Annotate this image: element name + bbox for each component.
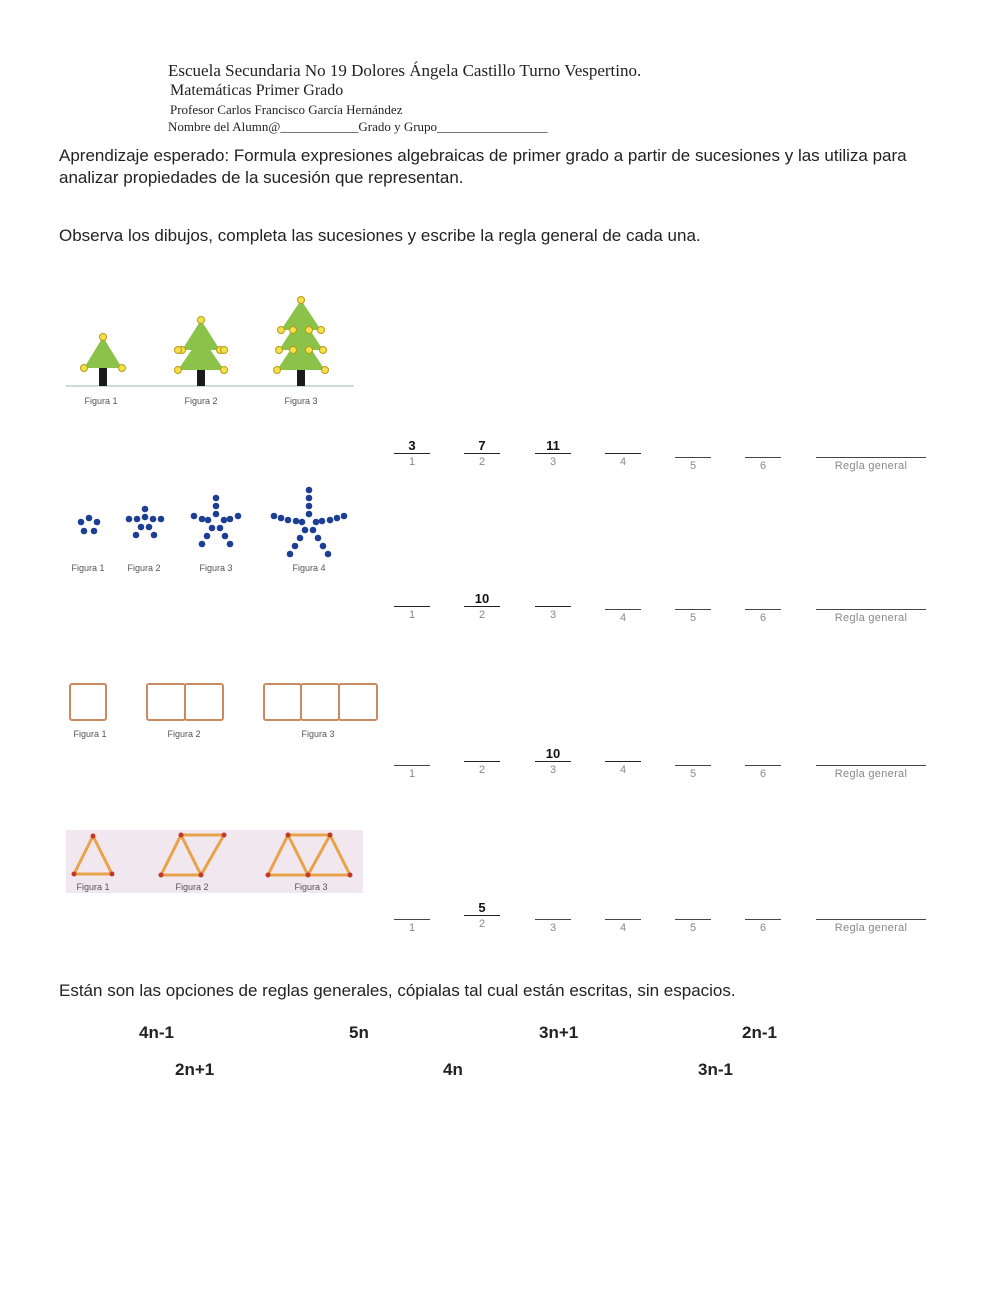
sequence-slot[interactable]: 6 bbox=[745, 904, 781, 934]
sequence-slot[interactable]: 5 bbox=[675, 750, 711, 780]
rule-option: 5n bbox=[349, 1023, 369, 1042]
sequence-slot[interactable]: 6 bbox=[745, 594, 781, 624]
rule-option: 4n-1 bbox=[139, 1023, 174, 1042]
figure-label: Figura 1 bbox=[73, 729, 107, 739]
teacher-name: Profesor Carlos Francisco García Hernández bbox=[170, 102, 403, 117]
square-figure-1 bbox=[70, 684, 106, 720]
square-figure-2 bbox=[147, 684, 223, 720]
sequence-slot[interactable]: 1 bbox=[394, 591, 430, 621]
subject-title: Matemáticas Primer Grado bbox=[170, 82, 344, 99]
dot-star-figure-3 bbox=[191, 495, 242, 548]
sequence-slot[interactable]: 5 2 bbox=[464, 900, 500, 930]
sequence-slot[interactable]: 10 2 bbox=[464, 591, 500, 621]
sequence-slot[interactable]: 5 bbox=[675, 904, 711, 934]
rule-option: 2n-1 bbox=[742, 1023, 777, 1042]
figure-label: Figura 3 bbox=[294, 882, 328, 892]
tree-figure-3 bbox=[274, 297, 329, 387]
tree-figures bbox=[66, 290, 356, 410]
sequence-slot[interactable]: 3 bbox=[535, 591, 571, 621]
figure-label: Figura 2 bbox=[184, 396, 218, 406]
general-rule-field[interactable]: Regla general bbox=[816, 919, 926, 934]
figure-label: Figura 2 bbox=[175, 882, 209, 892]
figure-label: Figura 1 bbox=[71, 563, 105, 573]
general-rule-field[interactable]: Regla general bbox=[816, 765, 926, 780]
figure-label: Figura 3 bbox=[284, 396, 318, 406]
tree-figure-2 bbox=[175, 317, 228, 387]
figure-label: Figura 2 bbox=[167, 729, 201, 739]
options-instruction: Están son las opciones de reglas generales, cópialas tal cual están escritas, sin espacios. bbox=[59, 981, 736, 1000]
sequence-slot[interactable]: 3 1 bbox=[394, 438, 430, 468]
dot-star-figures bbox=[66, 482, 356, 577]
sequence-slot[interactable]: 5 bbox=[675, 594, 711, 624]
dot-star-figure-4 bbox=[271, 487, 348, 558]
tree-figure-1 bbox=[81, 334, 126, 387]
sequence-slot[interactable]: 6 bbox=[745, 442, 781, 472]
rule-option: 2n+1 bbox=[175, 1060, 215, 1079]
sequence-slot[interactable]: 1 bbox=[394, 750, 430, 780]
learning-objective: Aprendizaje esperado: Formula expresiones algebraicas de primer grado a partir de sucesiones y las utiliza para analizar propiedades de la sucesión que representan. bbox=[59, 146, 907, 187]
matchstick-triangle-figures bbox=[66, 830, 364, 894]
general-rule-field[interactable]: Regla general bbox=[816, 609, 926, 624]
sequence-slot[interactable]: 10 3 bbox=[535, 746, 571, 776]
sequence-slot[interactable]: 6 bbox=[745, 750, 781, 780]
sequence-slot[interactable]: 11 3 bbox=[535, 438, 571, 468]
rule-option: 4n bbox=[443, 1060, 463, 1079]
sequence-slot[interactable]: 1 bbox=[394, 904, 430, 934]
square-figures bbox=[66, 680, 386, 745]
figure-label: Figura 2 bbox=[127, 563, 161, 573]
dot-star-figure-1 bbox=[78, 515, 101, 535]
figure-label: Figura 4 bbox=[292, 563, 326, 573]
student-name-line: Nombre del Alumn@____________Grado y Grupo_________________ bbox=[168, 119, 548, 134]
sequence-slot[interactable]: 3 bbox=[535, 904, 571, 934]
school-name: Escuela Secundaria No 19 Dolores Ángela Castillo Turno Vespertino. bbox=[168, 61, 642, 80]
figure-label: Figura 3 bbox=[301, 729, 335, 739]
square-figure-3 bbox=[264, 684, 377, 720]
rule-option: 3n+1 bbox=[539, 1023, 579, 1042]
general-rule-field[interactable]: Regla general bbox=[816, 457, 926, 472]
sequence-slot[interactable]: 4 bbox=[605, 904, 641, 934]
sequence-slot[interactable]: 7 2 bbox=[464, 438, 500, 468]
figure-label: Figura 3 bbox=[199, 563, 233, 573]
sequence-slot[interactable]: 4 bbox=[605, 594, 641, 624]
sequence-slot[interactable]: 4 bbox=[605, 438, 641, 468]
dot-star-figure-2 bbox=[126, 506, 165, 539]
rule-option: 3n-1 bbox=[698, 1060, 733, 1079]
sequence-slot[interactable]: 4 bbox=[605, 746, 641, 776]
instruction-text: Observa los dibujos, completa las sucesiones y escribe la regla general de cada una. bbox=[59, 226, 701, 245]
figure-label: Figura 1 bbox=[76, 882, 110, 892]
sequence-slot[interactable]: 2 bbox=[464, 746, 500, 776]
figure-label: Figura 1 bbox=[84, 396, 118, 406]
sequence-slot[interactable]: 5 bbox=[675, 442, 711, 472]
